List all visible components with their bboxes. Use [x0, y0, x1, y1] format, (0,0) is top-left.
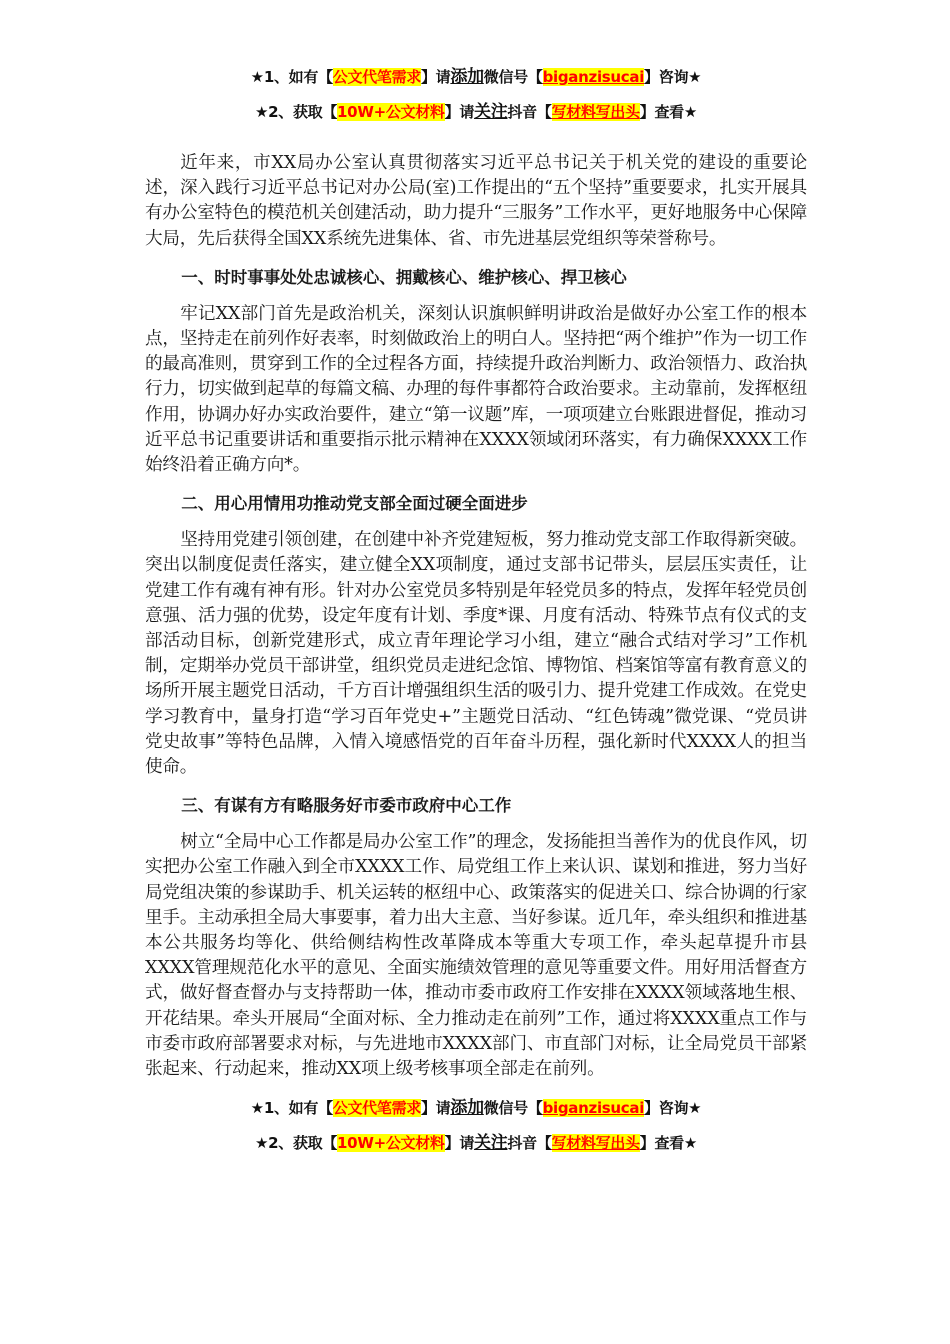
promo-highlight: 公文代笔需求: [332, 1099, 421, 1118]
wechat-id-link[interactable]: biganzisucai: [542, 1099, 645, 1118]
promo-text: 】请: [420, 1099, 451, 1118]
star-icon: ★: [254, 1134, 269, 1153]
promo-text: 2、获取【: [268, 103, 338, 121]
promo-text: 1、如有【: [263, 1099, 333, 1118]
section-body-1: 牢记XX部门首先是政治机关，深刻认识旗帜鲜明讲政治是做好办公室工作的根本点，坚持走在前列作好表率，时刻做政治上的明白人。坚持把“两个维护”作为一切工作的最高准则，贯穿到工作的全过程各方面，持续提升政治判断力、政治领悟力、政治执行力，切实做到起草的每篇文稿、办理的每件事都符合政治要求。主动靠前，发挥枢纽作用，协调办好办实政治要件，建立“第一议题”库，一项项建立台账跟进督促，推动习近平总书记重要讲话和重要指示批示精神在XXXX领域闭环落实，有力确保XXXX工作始终沿着正确方向*。: [145, 303, 807, 476]
star-icon: ★: [683, 103, 698, 121]
section-heading-1: 一、时时事事处处忠诚核心、拥戴核心、维护核心、捍卫核心: [181, 267, 627, 287]
promo-line-2-top: [145, 99, 807, 125]
promo-highlight: 10W+公文材料: [337, 1134, 445, 1153]
star-icon: ★: [688, 68, 702, 86]
douyin-account-link[interactable]: 写材料写出头: [551, 1134, 640, 1153]
intro-paragraph: 近年来，市XX局办公室认真贯彻落实习近平总书记关于机关党的建设的重要论述，深入践行习近平总书记对办公局(室)工作提出的“五个坚持”重要要求，扎实开展具有办公室特色的模范机关创建活动，助力提升“三服务”工作水平，更好地服务中心保障大局，先后获得全国XX系统先进集体、省、市先进基层党组织等荣誉称号。: [145, 153, 807, 249]
promo-text: 2、获取【: [268, 1134, 338, 1153]
wechat-id-link[interactable]: biganzisucai: [542, 68, 645, 86]
star-icon: ★: [250, 68, 264, 86]
document-page: [145, 64, 807, 1156]
promo-text: 】请: [444, 103, 475, 121]
douyin-account-link[interactable]: 写材料写出头: [551, 103, 640, 121]
star-icon: ★: [250, 1099, 264, 1118]
promo-line-1-top: [145, 64, 807, 90]
promo-text: 】请: [420, 68, 451, 86]
star-icon: ★: [683, 1134, 698, 1153]
promo-line-2-bottom: [145, 1130, 807, 1156]
promo-text: 】咨询: [644, 68, 689, 86]
promo-highlight: 10W+公文材料: [337, 103, 445, 121]
section-body-2: 坚持用党建引领创建，在创建中补齐党建短板，努力推动党支部工作取得新突破。突出以制度促责任落实，建立健全XX项制度，通过支部书记带头，层层压实责任，让党建工作有魂有神有形。针对办公室党员多特别是年轻党员多的特点，发挥年轻党员创意强、活力强的优势，设定年度有计划、季度*课、月度有活动、特殊节点有仪式的支部活动目标，创新党建形式，成立青年理论学习小组，建立“融合式结对学习”工作机制，定期举办党员干部讲堂，组织党员走进纪念馆、博物馆、档案馆等富有教育意义的场所开展主题党日活动，千方百计增强组织生活的吸引力、提升党建工作成效。在党史学习教育中，量身打造“学习百年党史+”主题党日活动、“红色铸魂”微党课、“党员讲党史故事”等特色品牌，入情入境感悟党的百年奋斗历程，强化新时代XXXX人的担当使命。: [145, 530, 807, 778]
promo-text: 】查看: [639, 1134, 684, 1153]
promo-highlight: 公文代笔需求: [332, 68, 421, 86]
promo-underlined: 关注: [474, 102, 508, 122]
promo-line-1-bottom: [145, 1095, 807, 1121]
promo-text: 微信号【: [483, 68, 543, 86]
star-icon: ★: [254, 103, 269, 121]
promo-text: 1、如有【: [263, 68, 333, 86]
promo-text: 】请: [444, 1134, 475, 1153]
star-icon: ★: [688, 1099, 702, 1118]
promo-text: 抖音【: [507, 1134, 552, 1153]
promo-underlined: 添加: [450, 67, 484, 87]
promo-text: 微信号【: [483, 1099, 543, 1118]
promo-underlined: 添加: [450, 1098, 484, 1119]
section-body-3: 树立“全局中心工作都是局办公室工作”的理念，发扬能担当善作为的优良作风，切实把办公室工作融入到全市XXXX工作、局党组工作上来认识、谋划和推进，努力当好局党组决策的参谋助手、机关运转的枢纽中心、政策落实的促进关口、综合协调的行家里手。主动承担全局大事要事，着力出大主意、当好参谋。近几年，牵头组织和推进基本公共服务均等化、供给侧结构性改革降成本等重大专项工作，牵头起草提升市县XXXX管理规范化水平的意见、全面实施绩效管理的意见等重要文件。用好用活督查方式，做好督查督办与支持帮助一体，推动市委市政府工作安排在XXXX领域落地生根、开花结果。牵头开展局“全面对标、全力推动走在前列”工作，通过将XXXX重点工作与市委市政府部署要求对标，与先进地市XXXX部门、市直部门对标，让全局党员干部紧张起来、行动起来，推动XX项上级考核事项全部走在前列。: [145, 832, 807, 1080]
promo-text: 】咨询: [644, 1099, 689, 1118]
promo-text: 】查看: [639, 103, 684, 121]
promo-text: 抖音【: [507, 103, 552, 121]
section-heading-2: 二、用心用情用功推动党支部全面过硬全面进步: [181, 494, 528, 514]
promo-underlined: 关注: [474, 1133, 508, 1154]
section-heading-3: 三、有谋有方有略服务好市委市政府中心工作: [181, 796, 512, 816]
